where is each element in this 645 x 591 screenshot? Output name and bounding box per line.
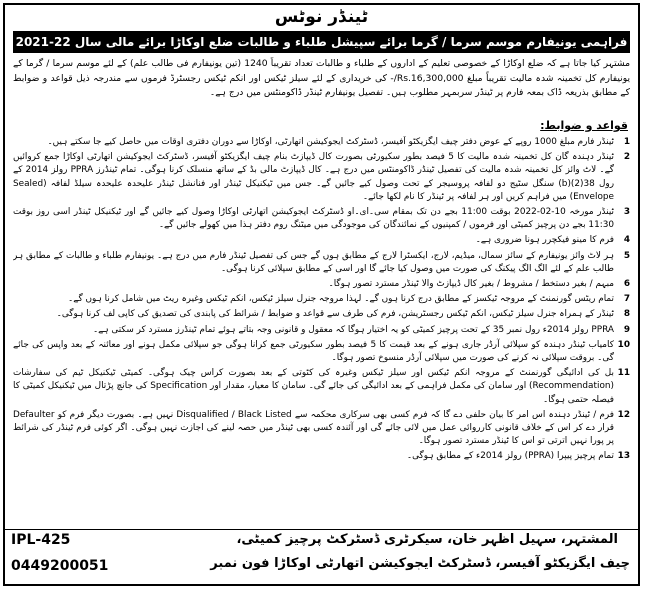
- rule-text: تمام پرچیز پیپرا (PPRA) رولز 2014ء کے مطابق ہوگی۔: [406, 451, 614, 462]
- rule-item: [13, 278, 630, 291]
- tender-notice: [3, 3, 640, 586]
- rule-item: [13, 151, 630, 204]
- rule-text: ٹینڈر دہندہ گان کل تخمینہ شدہ مالیت کا 5 فیصد بطور سکیورٹی بصورت کال ڈیپازٹ بنام چیف ایگزیکٹو آفیسر، ڈسٹرکٹ ایجوکیشن اتھارٹی اوکاڑا جمع کروائیں گے۔ لاٹ وائز کل تخمینہ شدہ مالیت کی تفصیل ٹینڈر ڈاکومنٹس میں درج ہے۔ کال ڈیپازٹ مالی بڈ کے ساتھ منسلک کرنا ہوگی۔ تمام ٹینڈرز PPRA رولز 2014 کے رول 38(2)(b) سنگل سٹیج دو لفافہ پروسیجر کے تحت وصول کیے جائیں گے۔ جس میں ٹیکنیکل ٹینڈر اور فنانشل ٹینڈر علیحدہ علیحدہ سیلڈ لفافہ (Sealed Envelope) میں فراہم کریں اور ہر لفافہ پر ٹینڈر کا نام لکھا جائے۔: [13, 152, 614, 202]
- rule-number: 11: [617, 368, 630, 379]
- rule-text: ٹینڈر فارم مبلغ 1000 روپے کے عوض دفتر چیف ایگزیکٹو آفیسر، ڈسٹرکٹ ایجوکیشن اتھارٹی، اوکاڑا سے دوران دفتری اوقات میں حاصل کیے جا سکتے ہیں۔: [47, 137, 614, 147]
- signatory-line: المشتہر، سہیل اظہر خان، سیکرٹری ڈسٹرکٹ پرچیز کمیٹی،: [236, 532, 618, 547]
- rule-number: 2: [623, 152, 630, 163]
- rule-number: 8: [623, 309, 630, 320]
- rule-text: فرم / ٹینڈر دہندہ اس امر کا بیان حلفی دے گا کہ فرم کسی بھی سرکاری محکمہ سے Disqualified / Black Listed نہیں ہے۔ بصورت دیگر فرم کو Defaulter قرار دے کر اس کے خلاف قانونی کارروائی عمل میں لائی جائے گی اور آئندہ کسی بھی ٹینڈر میں حصہ لینے کی اجازت نہیں ہوگی۔ اگر کوئی فرم ٹینڈر کی شرائط پر پورا نہیں اترتی تو اس کا ٹینڈر مسترد تصور ہوگا۔: [13, 409, 614, 447]
- rule-number: 13: [617, 451, 630, 462]
- rule-item: [13, 324, 630, 337]
- phone-number: 0449200051: [11, 558, 109, 574]
- rule-item: [13, 206, 630, 232]
- rule-item: [13, 450, 630, 463]
- rule-text: بل کی ادائیگی گورنمنٹ کے مروجہ انکم ٹیکس اور سیلز ٹیکس وغیرہ کی کٹوتی کے بعد بصورت کراس چیک ہوگی۔ کمیٹی ٹیکنیکل ٹیم کی سفارشات (Recommendation) اور سامان کی مکمل فراہمی کے بعد ادائیگی کی جائے گی۔ سامان کا معیار، مقدار اور Specification کی جانچ پڑتال میں ٹیکنیکل کمیٹی کا فیصلہ حتمی ہوگا۔: [13, 368, 614, 405]
- rule-text: فرم کا مینو فیکچرر ہونا ضروری ہے۔: [475, 235, 614, 246]
- ipl-number: IPL-425: [11, 532, 71, 548]
- rule-text: ہر لاٹ وائز یونیفارم کے سائز سمال، میڈیم، لارج، ایکسٹرا لارج کے مطابق ہوں گے جس کی تفصیل ٹینڈر فارم میں درج ہے۔ یونیفارم طلباء و طالبات کے مطابق ہر طالب علم کے لئے الگ الگ پیکنگ کی صورت میں وصول کیا جائے گا اور اسی کے مطابق سپلائی کرنا ہوگی۔: [13, 250, 614, 274]
- rule-item: [13, 136, 630, 149]
- notice-heading-bar: فراہمی یونیفارم موسم سرما / گرما برائے سپیشل طلباء و طالبات ضلع اوکاڑا برائے مالی سال 22-2021: [13, 31, 630, 53]
- rule-item: [13, 339, 630, 365]
- rules-heading: قواعد و ضوابط:: [540, 119, 628, 132]
- rule-number: 6: [623, 279, 630, 290]
- notice-footer: [5, 529, 638, 584]
- notice-intro-paragraph: مشتہر کیا جاتا ہے کہ ضلع اوکاڑا کے خصوصی تعلیم کے اداروں کے طلباء و طالبات تعداد تقریباً 1240 (تین یونیفارم فی طالب علم) کے لئے موسم سرما / گرما کے یونیفارم کل تخمینہ شدہ مالیت تقریباً مبلغ Rs.16,300,000/- کی خریداری کے لئے سیلز ٹیکس اور انکم ٹیکس رجسٹرڈ فرموں سے مندرجہ ذیل قواعد و ضوابط کے مطابق بذریعہ ڈاک بمعہ فارم پر ٹینڈر سربمہر مطلوب ہیں۔ تفصیل یونیفارم ٹینڈر ڈاکومنٹس میں درج ہے۔: [13, 58, 630, 98]
- rule-text: تمام ریٹس گورنمنٹ کے مروجہ ٹیکسز کے مطابق درج کرنا ہوں گے۔ لہذا مروجہ جنرل سیلز ٹیکس، انکم ٹیکس وغیرہ ریٹ میں شامل کرنا ہوں گے۔: [68, 294, 614, 305]
- rule-item: [13, 308, 630, 321]
- rule-text: ٹینڈر کے ہمراہ جنرل سیلز ٹیکس، انکم ٹیکس رجسٹریشن، فرم کی طرف سے قواعد و ضوابط / شرائط کی پابندی کی تصدیق کی کاپی لف کرنا ہوگی۔: [56, 309, 614, 320]
- rule-number: 4: [623, 235, 630, 246]
- rule-item: [13, 367, 630, 407]
- rule-item: [13, 250, 630, 276]
- rules-list: [13, 136, 630, 534]
- rule-item: [13, 293, 630, 306]
- rule-number: 10: [617, 339, 630, 350]
- notice-title: ٹینڈر نوٹس: [274, 7, 369, 27]
- rule-text: ٹینڈر مورخہ 10-02-2022 بوقت 11:00 بجے دن تک بمقام سی۔ای۔او ڈسٹرکٹ ایجوکیشن اتھارٹی اوکاڑا وصول کیے جائیں گے اور ٹیکنیکل ٹینڈر اسی روز بوقت 11:30 بجے دن پرچیز کمیٹی اور فرموں / کمپنیوں کے نمائندگان کی موجودگی میں میٹنگ روم دفتر ہذا میں کھولے جائیں گے۔: [13, 207, 614, 231]
- rule-item: [13, 409, 630, 449]
- rule-number: 9: [623, 324, 630, 335]
- rule-item: [13, 234, 630, 247]
- rule-text: مبہم / بغیر دستخط / مشروط / بغیر کال ڈیپازٹ والا ٹینڈر مسترد تصور ہوگا۔: [328, 279, 614, 290]
- office-line: چیف ایگزیکٹو آفیسر، ڈسٹرکٹ ایجوکیشن اتھارٹی اوکاڑا فون نمبر: [210, 556, 630, 571]
- rule-number: 7: [623, 294, 630, 305]
- rule-number: 5: [623, 250, 630, 261]
- rule-number: 3: [623, 207, 630, 218]
- rule-text: PPRA رولز 2014ء رول نمبر 35 کے تحت پرچیز کمیٹی کو یہ اختیار ہوگا کہ معقول و قانونی وجہ بتاتے ہوئے تمام ٹینڈرز مسترد کر سکتی ہے۔: [92, 324, 614, 335]
- rule-text: کامیاب ٹینڈر دہندہ کو سپلائی آرڈر جاری ہونے کے بعد قیمت کا 5 فیصد بطور سکیورٹی جمع کرانا ہوگی جو سپلائی مکمل ہونے اور معائنہ کے بعد واپس کی جائے گی۔ بروقت سپلائی نہ کرنے کی صورت میں سپلائی آرڈر منسوخ تصور ہوگا۔: [13, 339, 614, 364]
- rule-number: 12: [617, 409, 630, 420]
- rule-number: 1: [623, 137, 630, 147]
